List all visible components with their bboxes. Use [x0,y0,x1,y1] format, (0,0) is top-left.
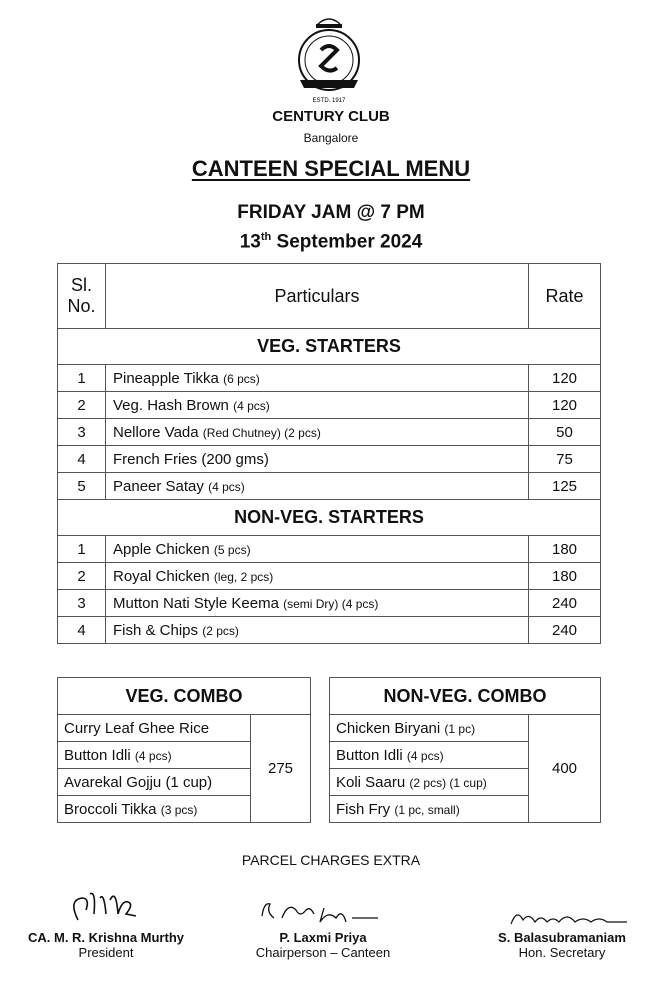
table-header-row [58,264,601,329]
cell-rate: 125 [529,473,601,500]
section-row-nonveg-starters [58,500,601,536]
cell-rate: 180 [529,563,601,590]
combo-item-name: Chicken Biryani [336,719,441,737]
signatory-name: P. Laxmi Priya [279,930,367,945]
item-name: Paneer Satay [113,477,204,495]
combo-item [58,796,251,823]
cell-sl: 5 [58,473,106,500]
signature-image [56,880,156,930]
menu-title-text: CANTEEN SPECIAL MENU [191,156,471,181]
nonveg-combo-table [329,677,601,823]
combo-price: 275 [251,715,311,823]
cell-sl: 3 [58,590,106,617]
header-rate: Rate [529,264,601,329]
combo-item [330,715,529,742]
combo-item-detail: (4 pcs) [134,748,172,763]
item-detail: (6 pcs) [223,371,260,386]
item-name: Veg. Hash Brown [113,396,229,414]
cell-particulars [106,392,529,419]
item-name: Royal Chicken [113,567,210,585]
combo-item [330,769,529,796]
club-name: CENTURY CLUB [272,108,390,125]
event-date [0,231,662,253]
combo-item-name: Fish Fry [336,800,391,818]
cell-rate: 120 [529,392,601,419]
cell-particulars [106,536,529,563]
table-row [58,365,601,392]
table-row [58,473,601,500]
combo-item-detail: (4 pcs) [406,748,444,763]
century-club-logo [294,14,364,108]
date-rest: September 2024 [271,231,423,253]
combo-item-detail: (1 pc) [444,721,476,736]
item-detail: (4 pcs) [208,479,245,494]
table-row [58,392,601,419]
item-name: Apple Chicken [113,540,210,558]
table-row [58,617,601,644]
combo-title: NON-VEG. COMBO [330,678,601,715]
item-detail: (leg, 2 pcs) [213,569,274,584]
cell-rate: 180 [529,536,601,563]
signature-image [248,888,398,930]
combo-item-detail: (3 pcs) [160,802,198,817]
combo-item-row [330,715,601,742]
cell-rate: 75 [529,446,601,473]
starters-table [57,263,601,644]
item-detail: (4 pcs) [233,398,270,413]
item-detail: (Red Chutney) (2 pcs) [202,425,321,440]
table-row [58,419,601,446]
table-row [58,536,601,563]
combo-item-detail: (1 pc, small) [394,802,460,817]
event-title: FRIDAY JAM @ 7 PM [237,202,425,223]
section-title: VEG. STARTERS [58,329,601,365]
item-detail: (semi Dry) (4 pcs) [283,596,379,611]
item-name: French Fries (200 gms) [113,450,269,468]
cell-sl: 3 [58,419,106,446]
cell-sl: 4 [58,617,106,644]
item-name: Nellore Vada [113,423,199,441]
header-sl: Sl. No. [58,264,106,329]
signatory-president [6,880,206,960]
header-particulars: Particulars [106,264,529,329]
combo-item-name: Curry Leaf Ghee Rice [64,719,210,737]
combo-item-name: Button Idli [336,746,403,764]
combo-item [58,715,251,742]
signature-image [487,900,637,930]
table-row [58,590,601,617]
parcel-charges-note: PARCEL CHARGES EXTRA [241,852,421,868]
signatory-role: Hon. Secretary [518,945,606,960]
signatory-name: CA. M. R. Krishna Murthy [27,930,184,945]
item-name: Fish & Chips [113,621,199,639]
club-city: Bangalore [303,131,359,145]
signatory-secretary [462,900,662,960]
cell-rate: 50 [529,419,601,446]
veg-combo-table [57,677,311,823]
combo-price: 400 [529,715,601,823]
cell-rate: 120 [529,365,601,392]
cell-sl: 2 [58,392,106,419]
combo-item-name: Avarekal Gojju (1 cup) [64,773,213,791]
combo-item-detail: (2 pcs) (1 cup) [409,775,487,790]
combo-header-row [58,678,311,715]
signatory-chairperson [223,888,423,960]
signatory-role: President [78,945,134,960]
cell-rate: 240 [529,590,601,617]
combo-header-row [330,678,601,715]
section-title: NON-VEG. STARTERS [58,500,601,536]
cell-sl: 1 [58,365,106,392]
combo-item [330,742,529,769]
combo-item-name: Broccoli Tikka [64,800,157,818]
cell-particulars [106,473,529,500]
date-suffix: th [260,231,272,243]
item-name: Mutton Nati Style Keema [113,594,279,612]
menu-title [0,156,662,182]
cell-particulars [106,365,529,392]
cell-sl: 1 [58,536,106,563]
cell-rate: 240 [529,617,601,644]
cell-particulars [106,590,529,617]
combo-item-name: Button Idli [64,746,131,764]
combo-item-row [58,715,311,742]
item-detail: (5 pcs) [213,542,251,557]
combo-item [330,796,529,823]
section-row-veg-starters [58,329,601,365]
cell-particulars [106,446,529,473]
logo-estd-text: ESTD. 1917 [312,98,346,104]
signatory-name: S. Balasubramaniam [498,930,626,945]
cell-sl: 4 [58,446,106,473]
cell-particulars [106,617,529,644]
item-detail: (2 pcs) [202,623,239,638]
combo-title: VEG. COMBO [58,678,311,715]
combo-item [58,769,251,796]
item-name: Pineapple Tikka [113,369,219,387]
combo-item [58,742,251,769]
cell-particulars [106,563,529,590]
signatory-role: Chairperson – Canteen [255,945,391,960]
table-row [58,563,601,590]
combo-item-name: Koli Saaru [336,773,406,791]
cell-sl: 2 [58,563,106,590]
table-row [58,446,601,473]
date-day: 13 [239,231,261,253]
cell-particulars [106,419,529,446]
